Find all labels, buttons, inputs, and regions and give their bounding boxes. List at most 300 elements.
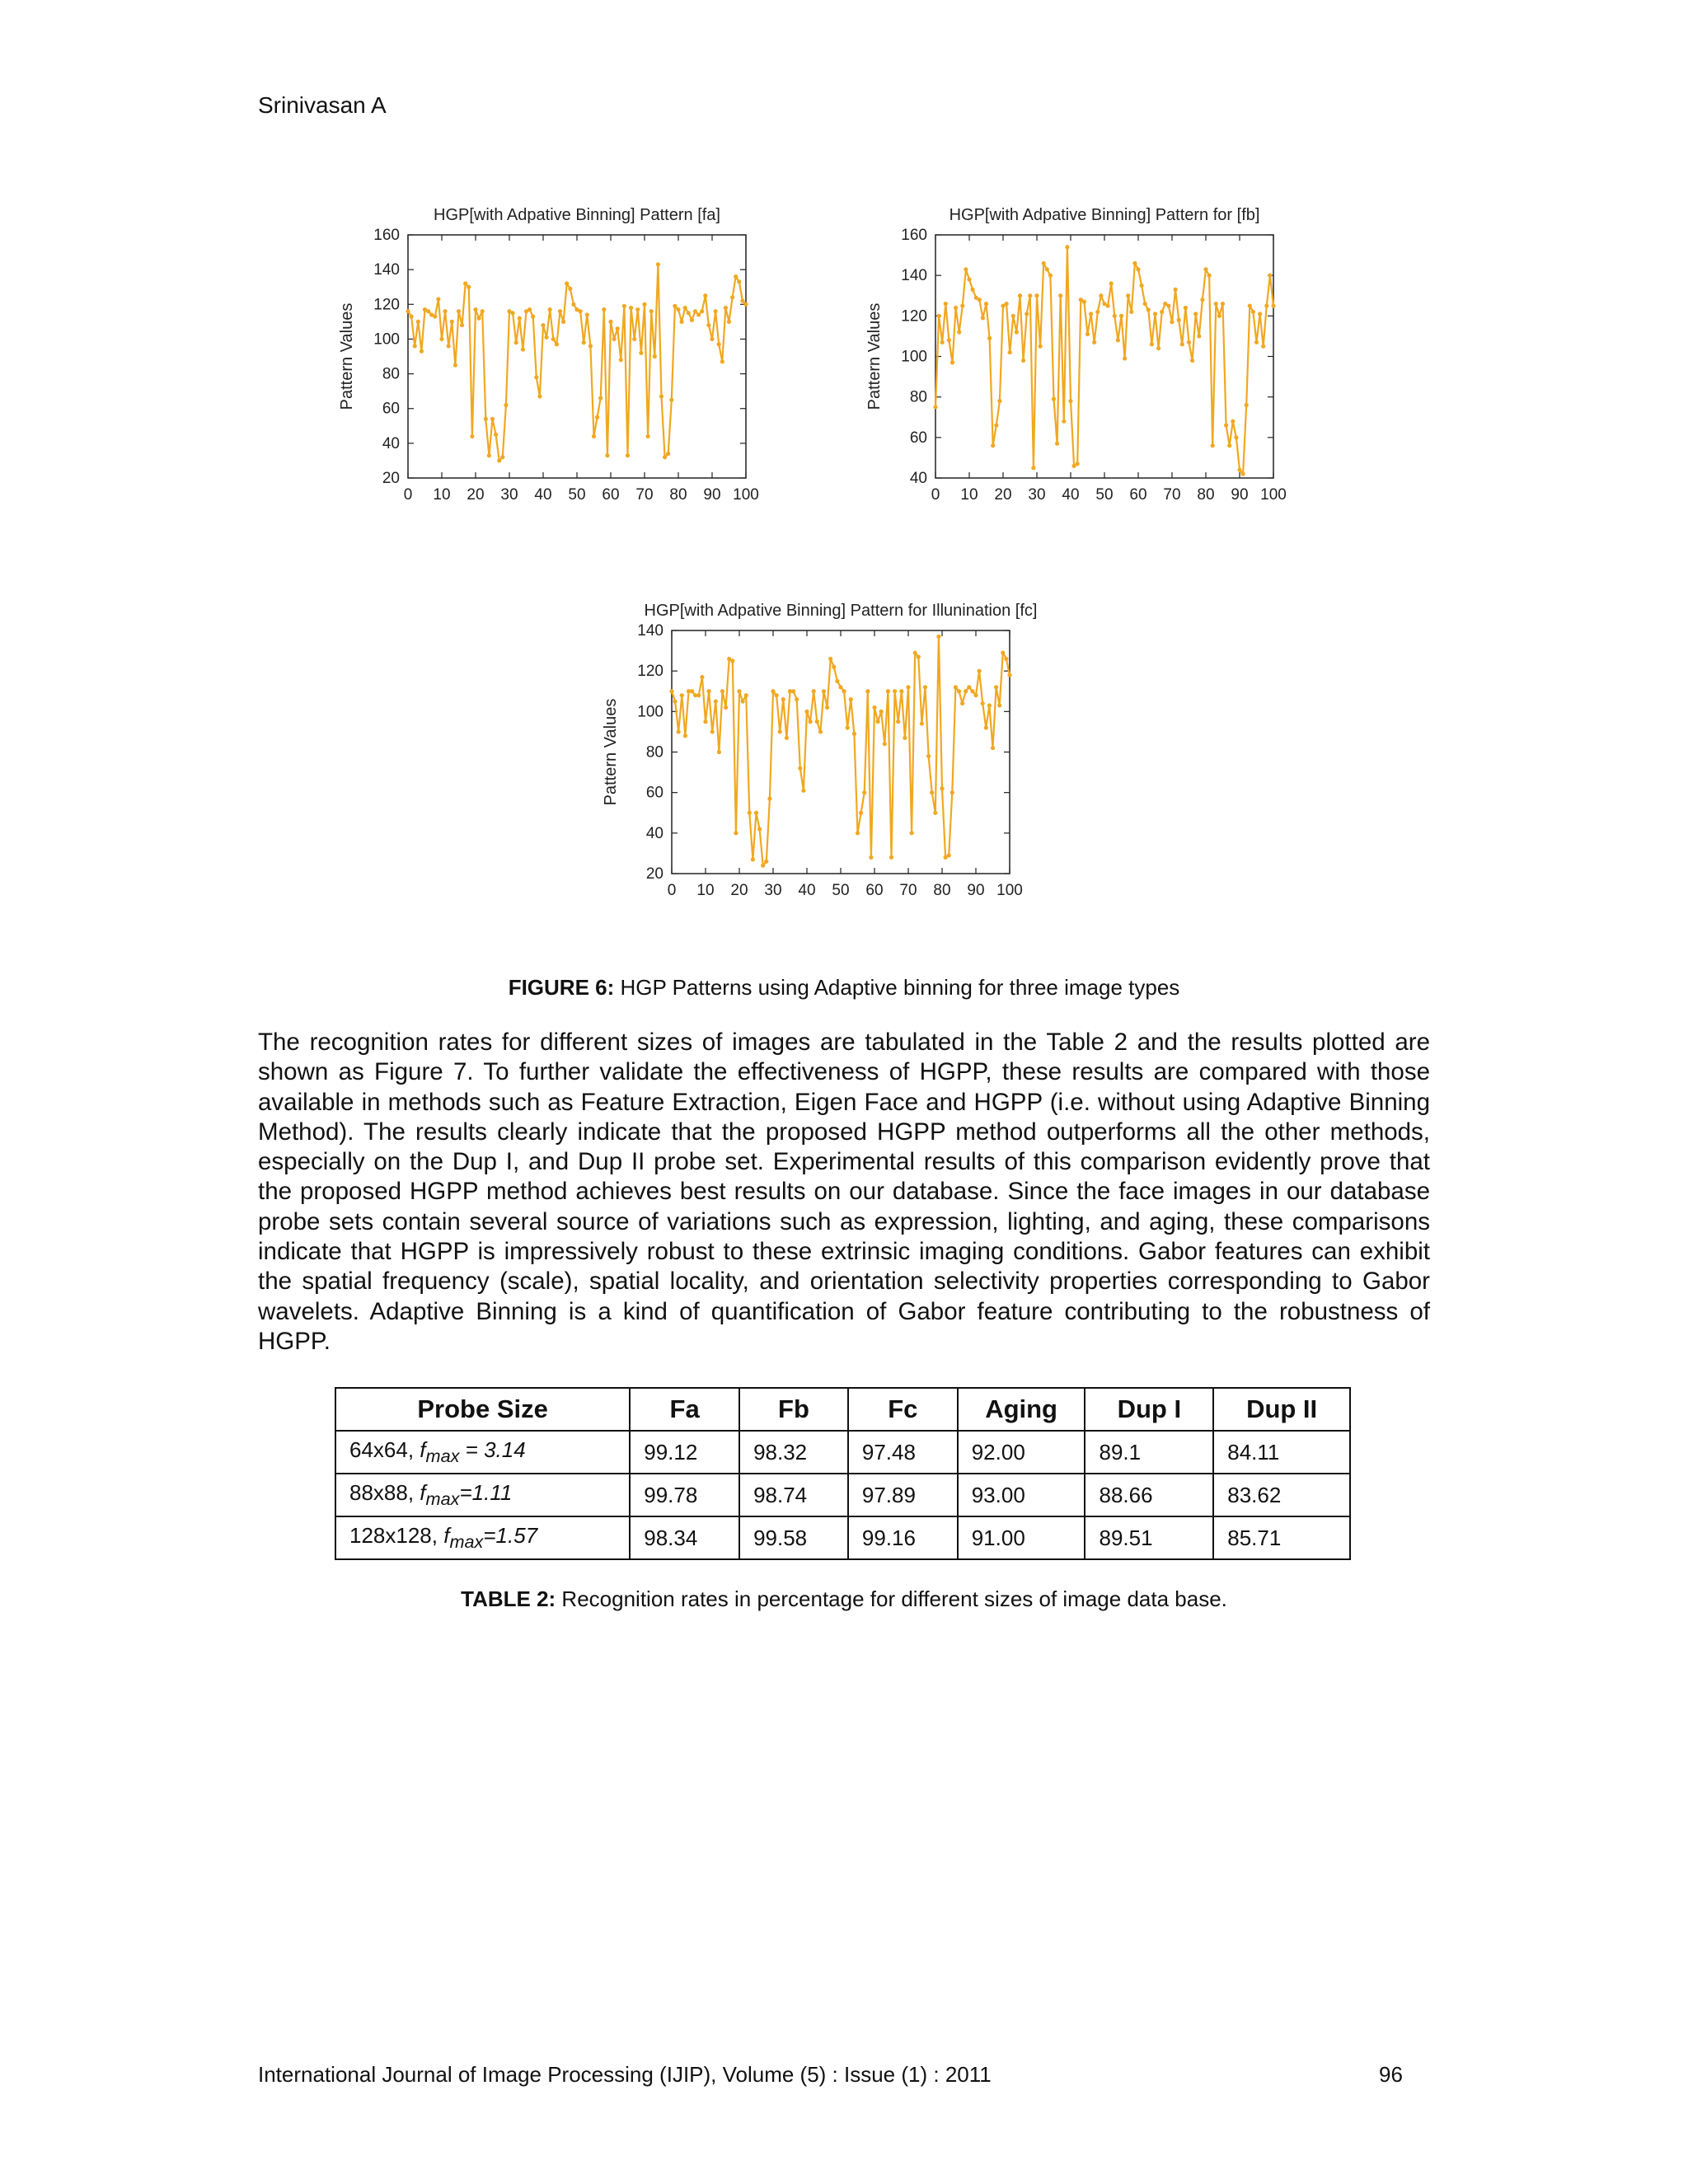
data-point [696, 312, 701, 316]
data-point [511, 311, 515, 315]
x-tick-label: 100 [733, 486, 759, 504]
data-point [997, 703, 1001, 707]
data-point [960, 701, 964, 705]
data-point [950, 790, 954, 794]
y-tick-label: 80 [382, 365, 400, 383]
y-tick-label: 40 [382, 434, 400, 452]
data-point [706, 323, 710, 327]
data-point [1180, 342, 1184, 346]
data-point [1264, 303, 1268, 307]
table-header-cell: Fc [848, 1388, 958, 1431]
data-point [737, 689, 741, 693]
data-point [1042, 261, 1046, 265]
data-point [872, 705, 876, 710]
data-point [1109, 281, 1114, 285]
data-point [1200, 298, 1204, 302]
data-point [1015, 330, 1019, 334]
table-row [335, 1474, 1350, 1516]
data-point [973, 693, 978, 697]
data-point [1129, 310, 1133, 314]
data-point [917, 654, 921, 658]
data-point [450, 320, 454, 324]
data-point [743, 302, 748, 307]
data-point [690, 318, 694, 322]
data-point [978, 298, 982, 302]
data-point [849, 697, 853, 701]
x-tick-label: 70 [899, 882, 917, 899]
data-point [1048, 274, 1053, 278]
data-point [700, 309, 704, 313]
data-point [579, 309, 583, 313]
data-point [622, 304, 626, 308]
data-point [862, 790, 866, 794]
fmax-value: = 3.14 [459, 1436, 526, 1462]
table-cell: 99.58 [739, 1516, 848, 1559]
data-point [842, 689, 846, 693]
y-tick-label: 40 [909, 470, 927, 487]
data-point [804, 710, 809, 714]
data-point [616, 326, 620, 330]
chart-svg [585, 593, 1038, 923]
figure-caption-label: FIGURE 6: [508, 975, 615, 1000]
data-point [1085, 332, 1090, 336]
data-point [605, 453, 609, 457]
table-row [335, 1431, 1350, 1474]
data-point [666, 452, 670, 456]
y-tick-label: 20 [382, 470, 400, 487]
data-point [534, 375, 538, 379]
data-point [727, 320, 731, 324]
data-point [734, 831, 738, 835]
table-cell: 98.34 [630, 1516, 739, 1559]
x-tick-label: 40 [798, 882, 816, 899]
data-point [846, 725, 850, 729]
table-caption-label: TABLE 2: [461, 1586, 556, 1611]
data-point [970, 689, 974, 693]
data-point [1058, 293, 1062, 298]
table-header-cell: Fa [630, 1388, 739, 1431]
data-point [1052, 397, 1056, 401]
x-tick-label: 60 [602, 486, 620, 504]
y-tick-label: 60 [645, 784, 663, 802]
data-point [443, 309, 448, 313]
data-point [906, 685, 910, 689]
data-point [494, 433, 498, 437]
data-point [1254, 340, 1259, 344]
x-tick-label: 80 [669, 486, 687, 504]
data-point [693, 309, 697, 313]
y-tick-label: 140 [373, 261, 400, 279]
data-point [1113, 314, 1117, 318]
data-point [1241, 471, 1245, 476]
data-point [957, 330, 961, 334]
data-point [757, 827, 762, 831]
data-point [592, 434, 596, 438]
series-line [408, 265, 746, 461]
table-cell: 99.78 [630, 1474, 739, 1516]
data-point [903, 736, 907, 740]
data-point [500, 455, 504, 459]
data-point [1005, 302, 1009, 306]
data-point [1095, 310, 1100, 314]
table-header-row [335, 1388, 1350, 1431]
data-point [737, 279, 741, 284]
data-point [984, 725, 988, 729]
table-header-cell: Fb [739, 1388, 848, 1431]
table-header-cell: Aging [958, 1388, 1085, 1431]
chart-fa [321, 198, 759, 527]
data-point [1021, 359, 1025, 363]
data-point [1018, 293, 1022, 298]
table-cell: 99.12 [630, 1431, 739, 1474]
data-point [920, 721, 924, 725]
data-point [1076, 462, 1080, 466]
data-point [964, 267, 968, 271]
y-tick-label: 60 [382, 400, 400, 418]
table-row [335, 1516, 1350, 1559]
x-tick-label: 90 [1231, 486, 1249, 504]
data-point [744, 693, 748, 697]
data-point [967, 685, 971, 689]
data-point [852, 732, 856, 736]
data-point [612, 337, 617, 341]
data-point [436, 297, 440, 301]
data-point [933, 405, 937, 409]
x-tick-label: 20 [994, 486, 1012, 504]
fmax-symbol: f [443, 1522, 450, 1548]
data-point [899, 689, 903, 693]
data-point [504, 403, 508, 407]
data-point [764, 860, 768, 864]
data-point [518, 316, 522, 321]
y-tick-label: 100 [901, 348, 927, 366]
data-point [954, 685, 958, 689]
data-point [703, 719, 707, 724]
data-point [720, 359, 724, 363]
data-point [930, 790, 934, 794]
data-point [1140, 284, 1144, 288]
data-point [886, 689, 890, 693]
figure-caption-text: HGP Patterns using Adaptive binning for three image types [614, 975, 1180, 1000]
chart-title: HGP[with Adpative Binning] Pattern for [fb] [949, 206, 1260, 224]
data-point [484, 417, 488, 421]
data-point [893, 689, 897, 693]
y-axis-label: Pattern Values [338, 302, 356, 410]
data-point [473, 307, 477, 312]
data-point [1045, 267, 1049, 271]
data-point [859, 811, 863, 815]
data-point [1055, 442, 1059, 446]
data-point [1123, 356, 1127, 360]
x-tick-label: 90 [967, 882, 985, 899]
probe-size-text: 88x88, [349, 1479, 420, 1505]
data-point [714, 699, 718, 703]
chart-title: HGP[with Adpative Binning] Pattern [fa] [434, 206, 720, 224]
data-point [964, 689, 968, 693]
x-tick-label: 70 [1163, 486, 1181, 504]
table-cell: 85.71 [1213, 1516, 1350, 1559]
data-point [795, 697, 799, 701]
data-point [1258, 312, 1262, 316]
data-point [714, 309, 718, 313]
table-cell: 84.11 [1213, 1431, 1350, 1474]
table-cell: 98.32 [739, 1431, 848, 1474]
data-point [997, 399, 1001, 403]
y-tick-label: 120 [373, 296, 400, 314]
data-point [467, 285, 471, 289]
data-point [937, 314, 941, 318]
data-point [775, 693, 779, 697]
data-point [1197, 334, 1201, 338]
x-tick-label: 0 [931, 486, 940, 504]
x-tick-label: 90 [703, 486, 721, 504]
x-tick-label: 60 [1129, 486, 1147, 504]
data-point [883, 742, 887, 746]
fmax-symbol: f [420, 1479, 426, 1505]
data-point [1039, 344, 1043, 349]
data-point [1001, 650, 1005, 654]
data-point [673, 304, 677, 308]
fmax-subscript: max [425, 1446, 460, 1467]
data-point [687, 311, 691, 315]
data-point [1136, 267, 1140, 271]
data-point [1028, 293, 1032, 298]
data-point [629, 306, 633, 310]
data-point [1099, 293, 1103, 298]
data-point [703, 293, 707, 298]
data-point [656, 262, 660, 266]
data-point [1119, 314, 1123, 318]
data-point [487, 453, 491, 457]
data-point [416, 320, 420, 324]
data-point [936, 635, 940, 639]
data-point [565, 281, 569, 285]
data-point [751, 857, 755, 861]
data-point [913, 650, 917, 654]
y-tick-label: 100 [637, 703, 663, 721]
data-point [1261, 344, 1265, 349]
table-cell: 98.74 [739, 1474, 848, 1516]
y-tick-label: 120 [901, 307, 927, 326]
data-point [541, 323, 545, 327]
data-point [933, 811, 937, 815]
data-point [457, 309, 461, 313]
data-point [1068, 399, 1072, 403]
data-point [825, 705, 829, 710]
data-point [1214, 302, 1218, 306]
data-point [1156, 346, 1160, 350]
table-cell: 89.1 [1085, 1431, 1213, 1474]
y-tick-label: 40 [645, 824, 663, 842]
data-point [944, 302, 948, 306]
data-point [1062, 419, 1066, 424]
data-point [767, 796, 771, 800]
data-point [730, 295, 734, 299]
data-point [987, 703, 992, 707]
data-point [608, 320, 612, 324]
data-point [551, 337, 556, 341]
data-point [1132, 261, 1137, 265]
fmax-value: =1.57 [483, 1522, 538, 1548]
y-tick-label: 20 [645, 865, 663, 883]
data-point [1166, 303, 1170, 307]
data-point [528, 307, 532, 312]
data-point [832, 665, 836, 669]
data-point [954, 306, 958, 310]
data-point [683, 306, 687, 310]
data-point [669, 689, 673, 693]
data-point [957, 689, 961, 693]
data-point [632, 337, 636, 341]
data-point [1089, 312, 1093, 316]
data-point [771, 689, 775, 693]
data-point [582, 340, 586, 344]
data-point [1031, 466, 1035, 470]
data-point [730, 658, 734, 663]
data-point [1211, 443, 1215, 448]
data-point [1082, 300, 1086, 304]
data-point [1143, 302, 1147, 306]
x-tick-label: 50 [1095, 486, 1114, 504]
data-point [865, 689, 870, 693]
fmax-subscript: max [425, 1488, 460, 1510]
table-caption-text: Recognition rates in percentage for different sizes of image data base. [556, 1586, 1227, 1611]
data-point [1251, 310, 1255, 314]
data-point [1011, 314, 1015, 318]
data-point [588, 344, 593, 348]
data-point [1231, 419, 1235, 424]
data-point [1025, 312, 1029, 316]
data-point [1184, 306, 1188, 310]
data-point [838, 685, 842, 689]
chart-title: HGP[with Adpative Binning] Pattern for Illunination [fc] [644, 602, 1038, 620]
x-tick-label: 100 [996, 882, 1023, 899]
probe-size-cell [335, 1474, 630, 1516]
data-point [1190, 359, 1194, 363]
probe-size-cell [335, 1516, 630, 1559]
data-point [1221, 302, 1225, 306]
data-point [477, 316, 481, 321]
data-point [626, 453, 630, 457]
data-point [447, 344, 451, 348]
data-point [869, 855, 873, 860]
fmax-value: =1.11 [459, 1479, 513, 1505]
data-point [828, 657, 832, 661]
x-tick-label: 0 [667, 882, 677, 899]
data-point [659, 394, 663, 398]
data-point [1092, 340, 1096, 344]
data-point [1174, 288, 1178, 292]
data-point [1008, 350, 1012, 354]
data-point [1248, 303, 1252, 307]
table-cell: 97.48 [848, 1431, 958, 1474]
data-point [994, 423, 998, 427]
y-tick-label: 100 [373, 330, 400, 349]
data-point [1271, 303, 1275, 307]
probe-size-text: 128x128, [349, 1522, 444, 1548]
data-point [940, 786, 944, 790]
running-header-author: Srinivasan A [258, 92, 387, 118]
data-point [987, 336, 992, 340]
data-point [947, 853, 951, 857]
data-point [710, 729, 715, 733]
data-point [676, 307, 680, 312]
data-point [410, 314, 414, 318]
data-point [639, 351, 643, 355]
data-point [690, 689, 694, 693]
x-tick-label: 80 [933, 882, 951, 899]
data-point [677, 729, 681, 733]
data-point [406, 309, 410, 313]
x-tick-label: 40 [1062, 486, 1080, 504]
fmax-subscript: max [449, 1531, 484, 1553]
table-caption [258, 1586, 1430, 1612]
data-point [707, 689, 711, 693]
data-point [1007, 673, 1011, 677]
data-point [1217, 314, 1221, 318]
data-point [994, 685, 998, 689]
data-point [595, 415, 599, 419]
plot-frame [408, 235, 746, 478]
data-point [1065, 245, 1069, 249]
data-point [481, 309, 485, 313]
data-point [818, 729, 823, 733]
table-header-cell: Dup II [1213, 1388, 1350, 1431]
data-point [537, 394, 542, 398]
data-point [1160, 310, 1164, 314]
data-point [1245, 403, 1249, 407]
data-point [1268, 274, 1272, 278]
data-point [809, 719, 813, 724]
probe-size-cell [335, 1431, 630, 1474]
data-point [470, 434, 474, 438]
table-cell: 97.89 [848, 1474, 958, 1516]
data-point [514, 340, 518, 344]
data-point [710, 337, 714, 341]
chart-svg [321, 198, 759, 527]
data-point [778, 729, 782, 733]
chart-fb [849, 198, 1287, 527]
data-point [950, 360, 954, 364]
data-point [798, 766, 802, 771]
data-point [571, 302, 575, 307]
data-point [812, 689, 816, 693]
data-point [967, 277, 971, 281]
data-point [717, 342, 721, 346]
data-point [1150, 342, 1154, 346]
data-point [558, 309, 562, 313]
data-point [822, 689, 826, 693]
y-axis-label: Pattern Values [602, 698, 620, 806]
table-cell: 99.16 [848, 1516, 958, 1559]
data-point [646, 434, 650, 438]
y-tick-label: 160 [901, 227, 927, 244]
data-point [460, 323, 464, 327]
data-point [761, 864, 765, 868]
data-point [683, 733, 687, 738]
y-tick-label: 140 [637, 622, 663, 640]
data-point [585, 312, 589, 316]
data-point [981, 701, 985, 705]
data-point [971, 288, 975, 292]
data-point [984, 302, 988, 306]
data-point [463, 281, 467, 285]
data-point [781, 697, 785, 701]
data-point [548, 307, 552, 312]
data-point [1146, 307, 1151, 312]
data-point [876, 719, 880, 724]
data-point [940, 340, 945, 344]
